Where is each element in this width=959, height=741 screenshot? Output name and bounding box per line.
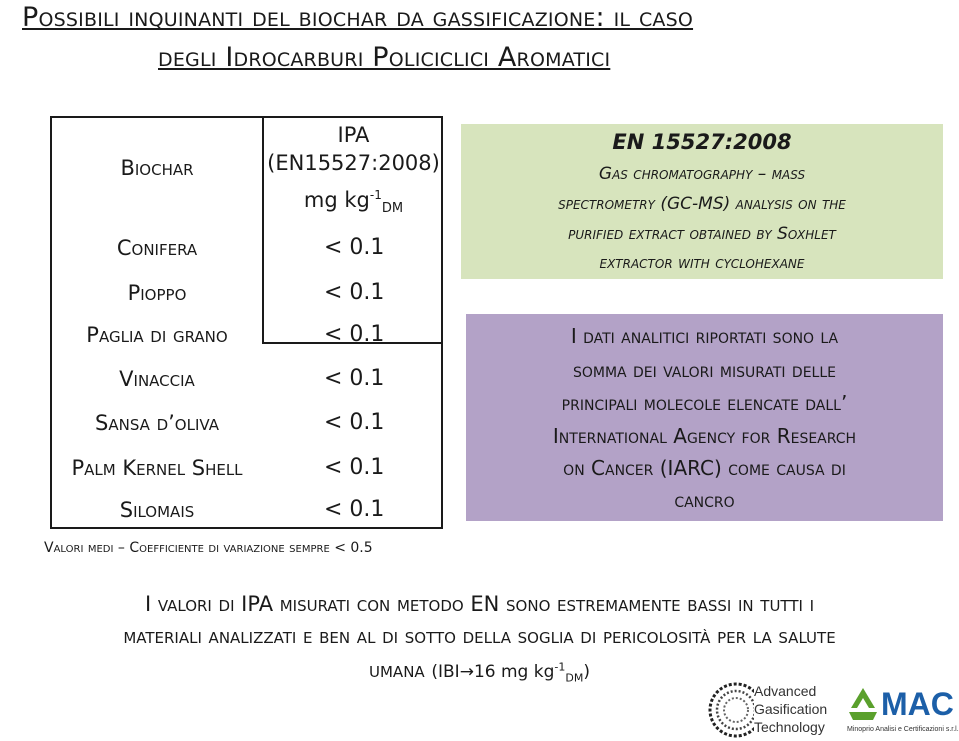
- info-line-4: International Agency for Research: [552, 424, 857, 448]
- header-biochar: Biochar: [120, 156, 194, 180]
- recycle-icon: [845, 686, 881, 724]
- agt-swirl-icon: [706, 680, 754, 740]
- agt-logo-text: Advanced Gasification Technology: [754, 683, 828, 735]
- method-box: [461, 124, 943, 279]
- mac-logo: [843, 684, 959, 740]
- row-label-pioppo: Pioppo: [127, 281, 187, 305]
- row-label-vinaccia: Vinaccia: [119, 367, 195, 391]
- row-label-sansa: Sansa d’oliva: [95, 411, 219, 435]
- mac-logo-name: MAC: [881, 686, 954, 722]
- row-label-palm-kernel: Palm Kernel Shell: [71, 456, 243, 480]
- info-line-3: principali molecole elencate dall’: [561, 391, 848, 415]
- row-value-vinaccia: < 0.1: [324, 366, 385, 391]
- row-value-paglia: < 0.1: [324, 322, 385, 347]
- info-line-6: cancro: [674, 488, 735, 512]
- statement-line-2: materiali analizzati e ben al di sotto della soglia di pericolosità per la salute: [123, 624, 836, 648]
- agt-logo: [706, 680, 826, 740]
- mac-logo-subtitle: Minoprio Analisi e Certificazioni s.r.l.: [847, 726, 959, 733]
- title-line-1: Possibili inquinanti del biochar da gassificazione: il caso: [22, 2, 694, 33]
- method-line-2: spectrometry (GC-MS) analysis on the: [558, 194, 846, 214]
- method-line-3: purified extract obtained by Soxhlet: [568, 224, 836, 244]
- title-line-2: degli Idrocarburi Policiclici Aromatici: [158, 42, 611, 73]
- statement-line-3: umana (IBI→16 mg $kg^{-1}_{DM}$): [369, 658, 590, 685]
- row-value-pioppo: < 0.1: [324, 280, 385, 305]
- method-title: EN 15527:2008: [612, 130, 792, 154]
- header-ipa: IPA: [337, 123, 370, 147]
- row-label-conifera: Conifera: [116, 236, 198, 260]
- row-value-sansa: < 0.1: [324, 410, 385, 435]
- statement-line-1: I valori di IPA misurati con metodo EN sono estremamente bassi in tutti i: [144, 592, 815, 616]
- method-line-1: Gas chromatography – mass: [598, 164, 806, 184]
- row-label-paglia: Paglia di grano: [86, 323, 228, 347]
- row-value-palm-kernel: < 0.1: [324, 455, 385, 480]
- table-footnote: Valori medi – Coefficiente di variazione sempre < 0.5: [44, 540, 373, 556]
- info-line-1: I dati analitici riportati sono la: [570, 324, 839, 348]
- header-unit: mg $kg^{-1}_{DM}$: [303, 188, 404, 217]
- row-value-silomais: < 0.1: [324, 497, 385, 522]
- method-line-4: extractor with cyclohexane: [599, 253, 805, 273]
- info-line-5: on Cancer (IARC) come causa di: [563, 456, 846, 480]
- row-label-silomais: Silomais: [119, 498, 195, 522]
- ipa-table: [50, 116, 443, 529]
- info-box: [466, 314, 943, 521]
- header-standard: (EN15527:2008): [267, 151, 440, 175]
- row-value-conifera: < 0.1: [324, 235, 385, 260]
- info-line-2: somma dei valori misurati delle: [572, 358, 836, 382]
